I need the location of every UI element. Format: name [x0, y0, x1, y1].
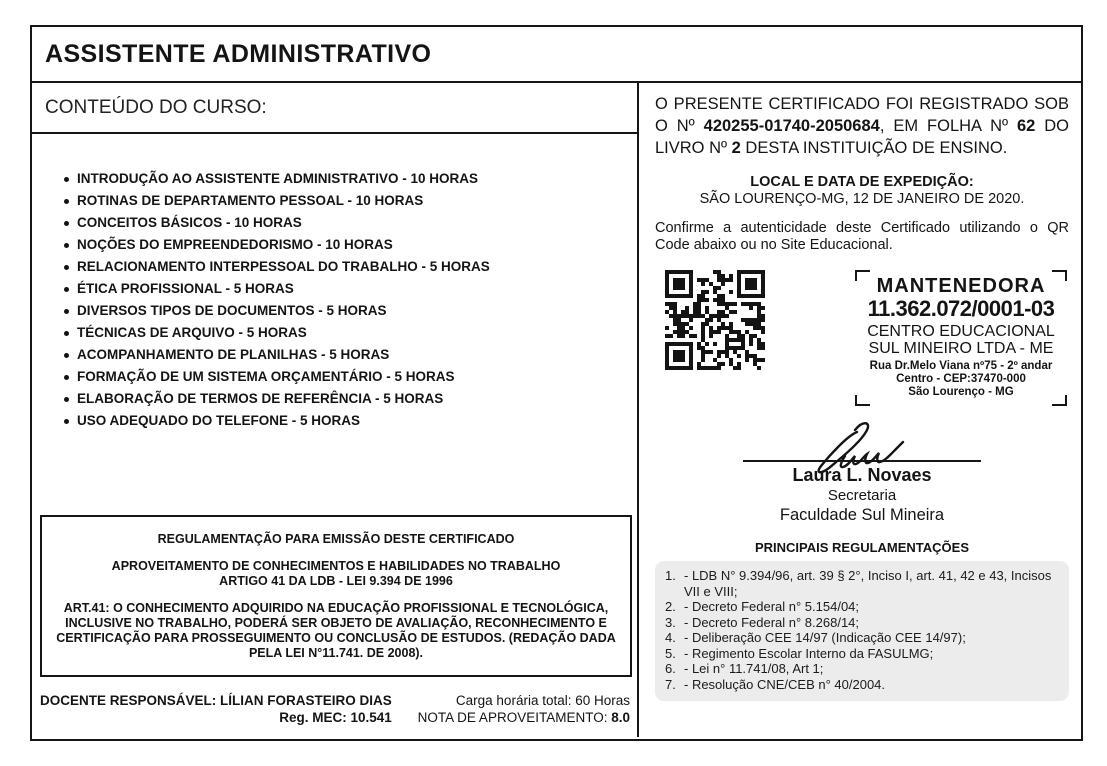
left-column: [32, 83, 639, 737]
regulation-item: [663, 568, 1059, 599]
institution-stamp: [855, 270, 1067, 406]
regulation-item: [663, 615, 1059, 631]
regulation-item-number: [663, 646, 684, 662]
topic-item: ROTINAS DE DEPARTAMENTO PESSOAL - 10 HORAS: [63, 190, 637, 212]
certificate-title-bar: [32, 27, 1081, 83]
workload-value: 60 Horas: [575, 693, 630, 708]
regulation-item: [663, 646, 1059, 662]
main-regulations: [655, 540, 1069, 701]
stamp-address-line1: Rua Dr.Melo Viana nº75 - 2º andar: [869, 360, 1053, 372]
stamp-corner-icon: [855, 270, 870, 281]
regulation-item-text: - LDB N° 9.394/96, art. 39 § 2°, Inciso I, art. 41, 42 e 43, Incisos VII e VIII;: [684, 568, 1052, 599]
issue-value: SÃO LOURENÇO-MG, 12 DE JANEIRO DE 2020.: [699, 190, 1025, 207]
stamp-corner-icon: [855, 395, 870, 406]
grade-label: NOTA DE APROVEITAMENTO:: [417, 710, 612, 725]
regulation-item-text: - Decreto Federal n° 8.268/14;: [684, 614, 860, 630]
registration-folha: 62: [1016, 117, 1036, 135]
regulation-item-text: - Decreto Federal n° 5.154/04;: [684, 599, 860, 614]
issue-label: LOCAL E DATA DE EXPEDIÇÃO:: [750, 174, 974, 190]
regulation-item-number: [663, 568, 684, 599]
topic-item: USO ADEQUADO DO TELEFONE - 5 HORAS: [63, 410, 637, 432]
certificate-body: [32, 83, 1081, 737]
docente-name: DOCENTE RESPONSÁVEL: LÍLIAN FORASTEIRO DIAS: [40, 693, 392, 708]
course-content-header: CONTEÚDO DO CURSO:: [32, 83, 637, 134]
issue-place-date: [655, 174, 1069, 207]
course-title: ASSISTENTE ADMINISTRATIVO: [45, 39, 432, 68]
regulation-item-text: - Resolução CNE/CEB n° 40/2004.: [684, 676, 886, 692]
left-footer: [40, 692, 630, 726]
qr-code-icon: [665, 270, 765, 370]
regulation-item-text: - Deliberação CEE 14/97 (Indicação CEE 14/97);: [684, 630, 966, 645]
regulation-box-title: REGULAMENTAÇÃO PARA EMISSÃO DESTE CERTIFICADO: [157, 532, 515, 546]
topic-item: ÉTICA PROFISSIONAL - 5 HORAS: [63, 278, 637, 300]
stamp-corner-icon: [1052, 395, 1067, 406]
stamp-corner-icon: [1052, 270, 1067, 281]
regulation-item: [663, 677, 1059, 693]
topic-item: FORMAÇÃO DE UM SISTEMA ORÇAMENTÁRIO - 5 HORAS: [63, 366, 637, 388]
grade-line: [418, 709, 630, 726]
workload-label: Carga horária total:: [455, 693, 576, 708]
registration-mid2: DO LIVRO Nº: [655, 117, 1069, 157]
regulation-item: [663, 630, 1059, 646]
stamp-cnpj: 11.362.072/0001-03: [867, 296, 1055, 321]
regulation-item-text: - Lei n° 11.741/08, Art 1;: [684, 661, 824, 676]
stamp-org-line2: SUL MINEIRO LTDA - ME: [868, 340, 1054, 357]
regulation-item-number: [663, 661, 684, 677]
regulation-item: [663, 599, 1059, 615]
main-regulations-list: [663, 568, 1059, 692]
qr-instruction-note: Confirme a autenticidade deste Certificado utilizando o QR Code abaixo ou no Site Educacional.: [655, 220, 1069, 253]
hours-block: [418, 692, 630, 726]
docente-block: [40, 692, 392, 726]
workload-line: [418, 692, 630, 709]
registration-livro: 2: [731, 139, 741, 157]
regulation-item-number: [663, 630, 684, 646]
stamp-address: [863, 360, 1059, 399]
registration-number: 420255-01740-2050684: [703, 117, 880, 135]
grade-value: 8.0: [611, 710, 630, 725]
stamp-org-line1: CENTRO EDUCACIONAL: [867, 323, 1055, 340]
left-content: [32, 134, 637, 737]
signatory-institution: Faculdade Sul Mineira: [779, 506, 945, 524]
registration-mid1: , EM FOLHA Nº: [879, 117, 1017, 135]
regulation-item-number: [663, 599, 684, 615]
regulation-subtitle-line1: APROVEITAMENTO DE CONHECIMENTOS E HABILIDADES NO TRABALHO: [111, 559, 561, 573]
topic-item: NOÇÕES DO EMPREENDEDORISMO - 10 HORAS: [63, 234, 637, 256]
topic-item: DIVERSOS TIPOS DE DOCUMENTOS - 5 HORAS: [63, 300, 637, 322]
topic-item: ACOMPANHAMENTO DE PLANILHAS - 5 HORAS: [63, 344, 637, 366]
regulation-item: [663, 661, 1059, 677]
regulation-box: [40, 515, 632, 677]
signatory-name: Laura L. Novaes: [792, 465, 932, 485]
topic-item: CONCEITOS BÁSICOS - 10 HORAS: [63, 212, 637, 234]
topic-item: ELABORAÇÃO DE TERMOS DE REFERÊNCIA - 5 HORAS: [63, 388, 637, 410]
main-regulations-panel: [655, 561, 1069, 701]
registration-suffix: DESTA INSTITUIÇÃO DE ENSINO.: [740, 139, 1008, 157]
topic-item: TÉCNICAS DE ARQUIVO - 5 HORAS: [63, 322, 637, 344]
registration-prefix: O PRESENTE CERTIFICADO FOI REGISTRADO SOB O Nº: [655, 95, 1069, 135]
signatory-role: Secretaria: [827, 487, 897, 504]
regulation-item-text: - Regimento Escolar Interno da FASULMG;: [684, 645, 934, 661]
topic-item: INTRODUÇÃO AO ASSISTENTE ADMINISTRATIVO - 10 HORAS: [63, 168, 637, 190]
docente-reg-mec: Reg. MEC: 10.541: [279, 710, 392, 725]
regulation-box-body: ART.41: O CONHECIMENTO ADQUIRIDO NA EDUCAÇÃO PROFISSIONAL E TECNOLÓGICA, INCLUSIVE NO TRABALHO, PODERÁ SER OBJETO DE AVALIAÇÃO, RECONHECIMENTO E CERTIFICAÇÃO PARA PROSSEGUIMENTO OU CONCLUSÃO DE ESTUDOS. (REDAÇÃO DADA PELA LEI N°11.741. DE 2008).: [56, 601, 616, 660]
stamp-address-line3: São Lourenço - MG: [908, 386, 1014, 398]
main-regulations-title: PRINCIPAIS REGULAMENTAÇÕES: [754, 540, 970, 555]
signature-block: [655, 418, 1069, 525]
topic-item: RELACIONAMENTO INTERPESSOAL DO TRABALHO - 5 HORAS: [63, 256, 637, 278]
qr-stamp-row: [655, 270, 1069, 406]
regulation-subtitle-line2: ARTIGO 41 DA LDB - LEI 9.394 DE 1996: [219, 574, 453, 588]
stamp-address-line2: Centro - CEP:37470-000: [896, 373, 1026, 385]
regulation-box-subtitle: [50, 559, 622, 589]
registration-paragraph: [655, 93, 1069, 159]
regulation-item-number: [663, 677, 684, 693]
regulation-item-number: [663, 615, 684, 631]
stamp-mantenedora: MANTENEDORA: [876, 275, 1046, 297]
course-topics-list: [63, 168, 637, 432]
certificate-back: [30, 25, 1083, 741]
right-column: [639, 83, 1081, 737]
